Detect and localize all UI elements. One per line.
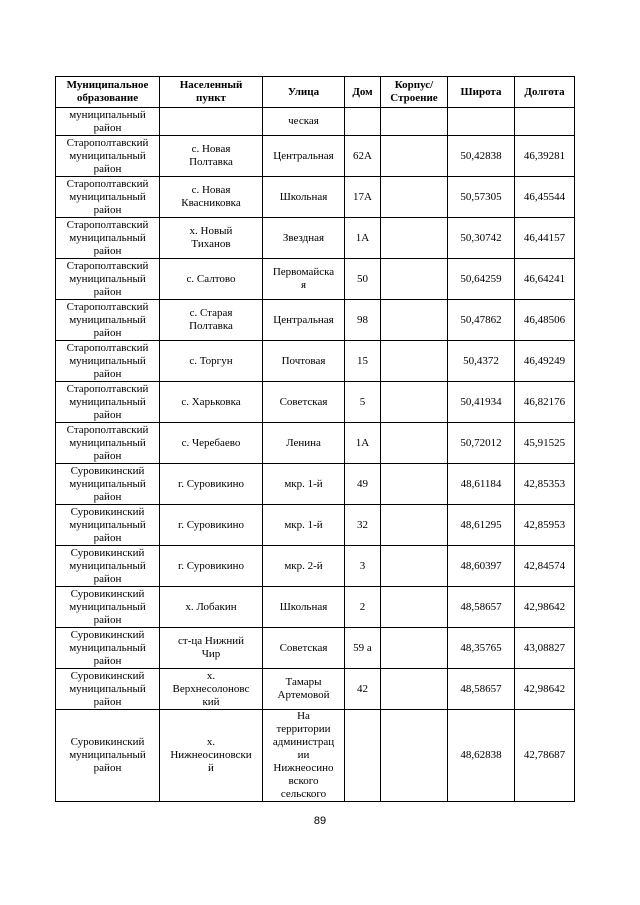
cell-street: Школьная	[263, 177, 345, 218]
cell-building	[381, 546, 448, 587]
cell-street: мкр. 2-й	[263, 546, 345, 587]
cell-municipality: Суровикинский муниципальный район	[56, 710, 160, 802]
table-row	[56, 628, 575, 669]
cell-municipality: муниципальный район	[56, 108, 160, 136]
cell-latitude: 50,57305	[448, 177, 515, 218]
cell-house: 15	[345, 341, 381, 382]
cell-house: 1А	[345, 423, 381, 464]
cell-longitude: 45,91525	[515, 423, 575, 464]
cell-building	[381, 218, 448, 259]
cell-settlement: с. Торгун	[160, 341, 263, 382]
cell-latitude: 50,4372	[448, 341, 515, 382]
cell-latitude: 48,58657	[448, 669, 515, 710]
cell-street: Школьная	[263, 587, 345, 628]
cell-street: Ленина	[263, 423, 345, 464]
cell-house: 98	[345, 300, 381, 341]
cell-street: мкр. 1-й	[263, 505, 345, 546]
cell-street: Центральная	[263, 300, 345, 341]
cell-longitude: 46,49249	[515, 341, 575, 382]
cell-municipality: Суровикинский муниципальный район	[56, 546, 160, 587]
cell-settlement	[160, 108, 263, 136]
cell-house: 42	[345, 669, 381, 710]
cell-settlement: г. Суровикино	[160, 464, 263, 505]
cell-street: Советская	[263, 628, 345, 669]
cell-longitude: 42,85953	[515, 505, 575, 546]
table-header-row	[56, 77, 575, 108]
cell-house: 49	[345, 464, 381, 505]
cell-house: 17А	[345, 177, 381, 218]
cell-latitude: 48,62838	[448, 710, 515, 802]
cell-longitude: 46,44157	[515, 218, 575, 259]
cell-latitude	[448, 108, 515, 136]
cell-settlement: с. Новая Полтавка	[160, 136, 263, 177]
cell-longitude: 42,85353	[515, 464, 575, 505]
cell-settlement: г. Суровикино	[160, 546, 263, 587]
cell-house: 5	[345, 382, 381, 423]
cell-house	[345, 710, 381, 802]
cell-latitude: 50,41934	[448, 382, 515, 423]
cell-municipality: Старополтавский муниципальный район	[56, 341, 160, 382]
cell-municipality: Старополтавский муниципальный район	[56, 423, 160, 464]
coordinates-table	[55, 76, 575, 802]
header-longitude: Долгота	[515, 77, 575, 108]
cell-building	[381, 628, 448, 669]
cell-house: 3	[345, 546, 381, 587]
cell-building	[381, 382, 448, 423]
cell-house: 59 а	[345, 628, 381, 669]
cell-longitude: 46,45544	[515, 177, 575, 218]
table-row	[56, 587, 575, 628]
cell-settlement: г. Суровикино	[160, 505, 263, 546]
cell-settlement: х. Верхнесолоновс кий	[160, 669, 263, 710]
cell-municipality: Старополтавский муниципальный район	[56, 218, 160, 259]
table-row	[56, 136, 575, 177]
cell-settlement: с. Харьковка	[160, 382, 263, 423]
cell-municipality: Суровикинский муниципальный район	[56, 669, 160, 710]
cell-settlement: с. Старая Полтавка	[160, 300, 263, 341]
cell-building	[381, 177, 448, 218]
header-street: Улица	[263, 77, 345, 108]
cell-building	[381, 669, 448, 710]
cell-municipality: Старополтавский муниципальный район	[56, 136, 160, 177]
cell-street: Почтовая	[263, 341, 345, 382]
cell-latitude: 50,42838	[448, 136, 515, 177]
cell-latitude: 48,35765	[448, 628, 515, 669]
cell-building	[381, 108, 448, 136]
cell-building	[381, 341, 448, 382]
page-number: 89	[313, 815, 327, 827]
cell-settlement: х. Лобакин	[160, 587, 263, 628]
cell-longitude: 46,48506	[515, 300, 575, 341]
header-settlement: Населенный пункт	[160, 77, 263, 108]
cell-longitude: 46,82176	[515, 382, 575, 423]
cell-municipality: Старополтавский муниципальный район	[56, 259, 160, 300]
table-row	[56, 341, 575, 382]
cell-house: 1А	[345, 218, 381, 259]
cell-latitude: 48,58657	[448, 587, 515, 628]
cell-longitude	[515, 108, 575, 136]
cell-settlement: с. Салтово	[160, 259, 263, 300]
cell-building	[381, 300, 448, 341]
cell-municipality: Старополтавский муниципальный район	[56, 382, 160, 423]
cell-house: 32	[345, 505, 381, 546]
cell-building	[381, 423, 448, 464]
cell-settlement: х. Новый Тиханов	[160, 218, 263, 259]
cell-latitude: 50,64259	[448, 259, 515, 300]
cell-municipality: Старополтавский муниципальный район	[56, 177, 160, 218]
cell-street: Первомайска я	[263, 259, 345, 300]
cell-house: 50	[345, 259, 381, 300]
header-latitude: Широта	[448, 77, 515, 108]
table-row	[56, 259, 575, 300]
cell-longitude: 43,08827	[515, 628, 575, 669]
cell-house: 2	[345, 587, 381, 628]
table-container	[55, 76, 574, 802]
cell-longitude: 42,84574	[515, 546, 575, 587]
cell-street: Советская	[263, 382, 345, 423]
cell-street: Центральная	[263, 136, 345, 177]
table-row	[56, 505, 575, 546]
cell-settlement: с. Черебаево	[160, 423, 263, 464]
cell-municipality: Суровикинский муниципальный район	[56, 464, 160, 505]
cell-longitude: 46,39281	[515, 136, 575, 177]
table-row	[56, 669, 575, 710]
cell-latitude: 50,30742	[448, 218, 515, 259]
cell-latitude: 48,61295	[448, 505, 515, 546]
header-house: Дом	[345, 77, 381, 108]
table-row	[56, 423, 575, 464]
cell-building	[381, 136, 448, 177]
cell-longitude: 42,98642	[515, 669, 575, 710]
table-row	[56, 108, 575, 136]
cell-building	[381, 587, 448, 628]
cell-latitude: 50,47862	[448, 300, 515, 341]
cell-building	[381, 505, 448, 546]
table-row	[56, 300, 575, 341]
table-row	[56, 710, 575, 802]
cell-street: ческая	[263, 108, 345, 136]
table-row	[56, 546, 575, 587]
cell-settlement: с. Новая Квасниковка	[160, 177, 263, 218]
cell-building	[381, 710, 448, 802]
cell-street: На территории администрац ии Нижнеосино вского сельского	[263, 710, 345, 802]
cell-municipality: Суровикинский муниципальный район	[56, 505, 160, 546]
table-row	[56, 382, 575, 423]
table-row	[56, 218, 575, 259]
cell-latitude: 50,72012	[448, 423, 515, 464]
cell-latitude: 48,61184	[448, 464, 515, 505]
cell-municipality: Суровикинский муниципальный район	[56, 587, 160, 628]
cell-settlement: х. Нижнеосиновски й	[160, 710, 263, 802]
header-municipality: Муниципальное образование	[56, 77, 160, 108]
table-row	[56, 464, 575, 505]
cell-settlement: ст-ца Нижний Чир	[160, 628, 263, 669]
cell-house: 62А	[345, 136, 381, 177]
cell-municipality: Суровикинский муниципальный район	[56, 628, 160, 669]
cell-longitude: 46,64241	[515, 259, 575, 300]
cell-building	[381, 259, 448, 300]
cell-municipality: Старополтавский муниципальный район	[56, 300, 160, 341]
cell-house	[345, 108, 381, 136]
cell-longitude: 42,98642	[515, 587, 575, 628]
cell-street: Звездная	[263, 218, 345, 259]
table-row	[56, 177, 575, 218]
cell-street: мкр. 1-й	[263, 464, 345, 505]
cell-longitude: 42,78687	[515, 710, 575, 802]
cell-latitude: 48,60397	[448, 546, 515, 587]
cell-street: Тамары Артемовой	[263, 669, 345, 710]
cell-building	[381, 464, 448, 505]
header-building: Корпус/ Строение	[381, 77, 448, 108]
